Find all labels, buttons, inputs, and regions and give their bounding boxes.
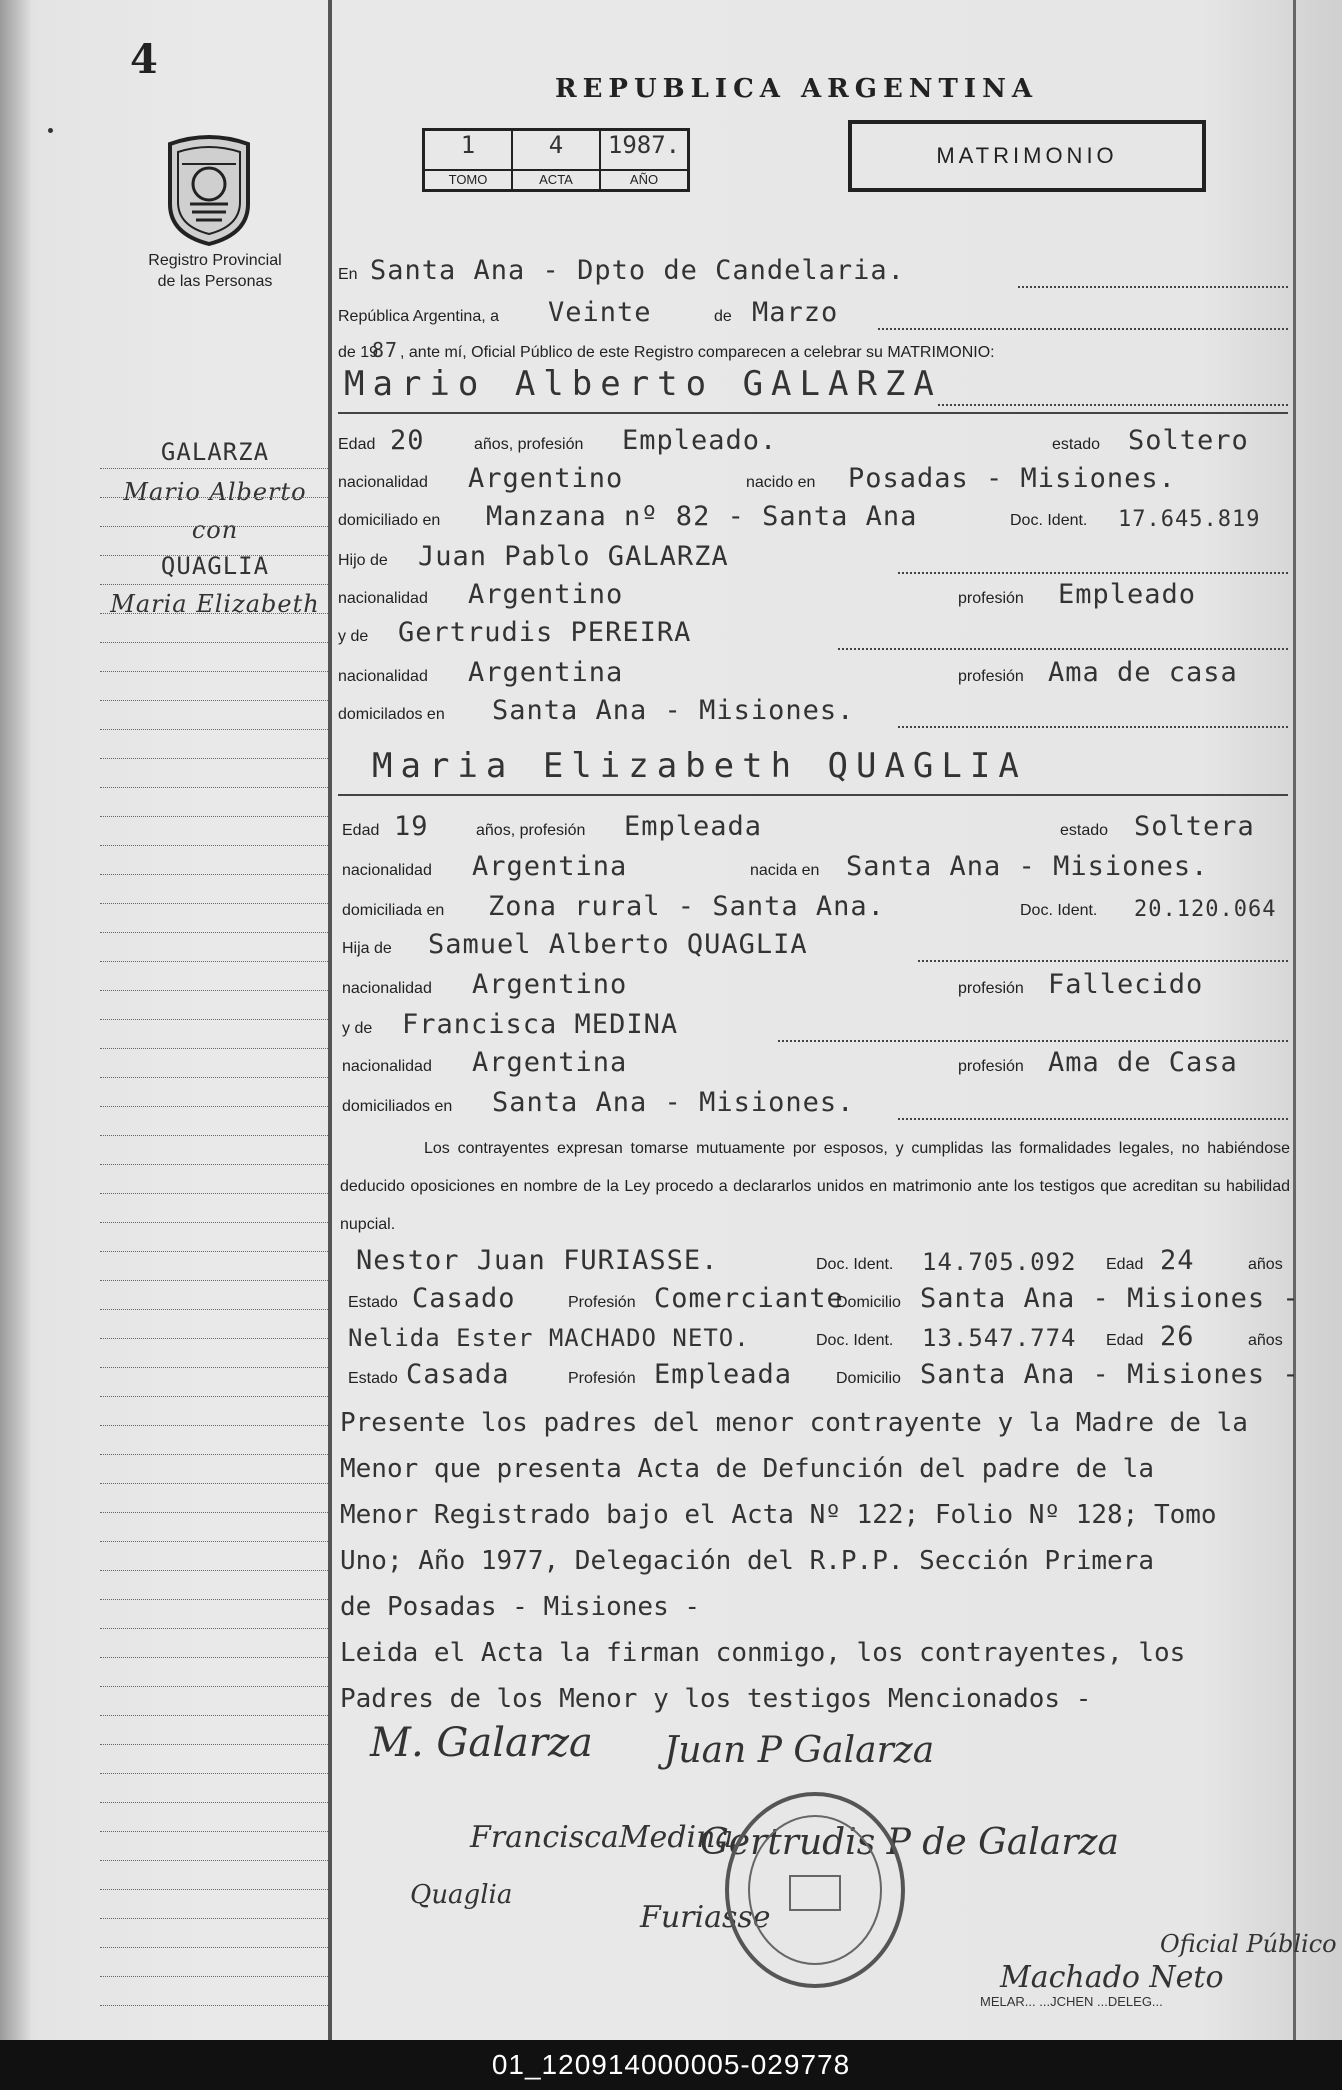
- groom-edad-line: [338, 420, 1288, 460]
- signature: Oficial Público: [1160, 1930, 1337, 1958]
- bride-estado: Soltera: [1134, 811, 1255, 842]
- note-line: Leida el Acta la firman conmigo, los contrayentes, los: [340, 1638, 1186, 1668]
- groom-mother-nacionalidad: Argentina: [468, 657, 624, 688]
- anos-label: años: [1248, 1256, 1283, 1273]
- tomo-value: 1: [460, 131, 476, 159]
- document-title: REPUBLICA ARGENTINA: [555, 74, 1039, 104]
- registry-name-line2: de las Personas: [157, 273, 273, 290]
- groom-parents-domicilio: Santa Ana - Misiones.: [492, 695, 855, 726]
- declaration-text: Los contrayentes expresan tomarse mutuamente por esposos, y cumplidas las formalidades legales, no habiéndose deducido oposiciones en nombre de la Ley procedo a declararlos unidos en matrimonio ante los testigos que acreditan su habilidad nupcial.: [340, 1140, 1290, 1233]
- acta-label: ACTA: [513, 169, 599, 189]
- year-suffix: 87: [372, 338, 399, 362]
- bride-doc: 20.120.064: [1134, 897, 1277, 922]
- estado-label: estado: [1052, 436, 1101, 453]
- margin-surname-groom: GALARZA: [160, 438, 270, 466]
- bride-name: Maria Elizabeth QUAGLIA: [372, 746, 1027, 786]
- section-rule: [338, 794, 1288, 796]
- acta-value: 4: [548, 131, 564, 159]
- bride-edad-line: [338, 806, 1288, 846]
- witness2-line: [338, 1316, 1288, 1356]
- bride-domicilio: Zona rural - Santa Ana.: [488, 891, 885, 922]
- day-value: Veinte: [548, 297, 652, 328]
- nacido-label: nacido en: [746, 474, 816, 491]
- witness2-name: Nelida Ester MACHADO NETO.: [348, 1324, 750, 1352]
- edad-label: Edad: [342, 822, 380, 839]
- groom-nacido: Posadas - Misiones.: [848, 463, 1176, 494]
- intro-closing: , ante mí, Oficial Público de este Registro comparecen a celebrar su MATRIMONIO:: [400, 344, 995, 361]
- groom-padre-nac-line: [338, 574, 1288, 614]
- domicilio-label: Domicilio: [836, 1370, 901, 1387]
- bride-father-profesion: Fallecido: [1048, 969, 1204, 1000]
- bride-edad: 19: [394, 811, 429, 842]
- handwritten-notes: [340, 1400, 1290, 1722]
- edad-label: Edad: [1106, 1256, 1144, 1273]
- signature: M. Galarza: [370, 1720, 593, 1766]
- domicilio-label: domiciliada en: [342, 902, 445, 919]
- bride-domicilio-line: [338, 886, 1288, 926]
- republica-label: República Argentina, a: [338, 308, 499, 325]
- nacionalidad-label: nacionalidad: [342, 862, 432, 879]
- registry-name-line1: Registro Provincial: [148, 252, 282, 269]
- dotted-line: [918, 958, 1288, 962]
- bride-nacionalidad: Argentina: [472, 851, 628, 882]
- note-line: Uno; Año 1977, Delegación del R.P.P. Sección Primera: [340, 1546, 1154, 1576]
- month-value: Marzo: [752, 297, 839, 328]
- nacionalidad-label: nacionalidad: [338, 668, 428, 685]
- dotted-line: [938, 402, 1288, 406]
- dotted-line: [1018, 284, 1288, 288]
- signature: Furiasse: [640, 1900, 771, 1935]
- bride-padre-nac-line: [338, 964, 1288, 1004]
- domicilados-label: domicilados en: [338, 706, 445, 723]
- hijo-de-label: Hijo de: [338, 552, 388, 569]
- groom-profesion: Empleado.: [622, 425, 778, 456]
- dotted-line: [898, 1116, 1288, 1120]
- bride-madre-line: [338, 1004, 1288, 1044]
- profesion-label: Profesión: [568, 1370, 636, 1387]
- margin-given-groom: Mario Alberto: [123, 478, 307, 506]
- official-registry-stamp-icon: [720, 1790, 910, 1990]
- estado-label: estado: [1060, 822, 1109, 839]
- margin-ruled-lines: [100, 440, 328, 2006]
- margin-surname-bride: QUAGLIA: [160, 552, 270, 580]
- acta-cell: [512, 130, 600, 191]
- domicilio-label: Domicilio: [836, 1294, 901, 1311]
- nacionalidad-label: nacionalidad: [342, 1058, 432, 1075]
- groom-estado: Soltero: [1128, 425, 1249, 456]
- groom-name: Mario Alberto GALARZA: [344, 364, 942, 404]
- note-line: Menor que presenta Acta de Defunción del padre de la: [340, 1454, 1154, 1484]
- note-line: Presente los padres del menor contrayente y la Madre de la: [340, 1408, 1248, 1438]
- groom-mother-profesion: Ama de casa: [1048, 657, 1238, 688]
- signature: Gertrudis P de Galarza: [700, 1822, 1119, 1863]
- witness2-profesion: Empleada: [654, 1359, 793, 1390]
- scan-identifier: 01_120914000005-029778: [0, 2040, 1342, 2090]
- witness2-doc: 13.547.774: [922, 1324, 1077, 1352]
- bride-name-line: [338, 742, 1288, 790]
- nacionalidad-label: nacionalidad: [338, 474, 428, 491]
- domicilio-label: domiciliado en: [338, 512, 441, 529]
- signature: FranciscaMedina: [470, 1820, 734, 1855]
- groom-doc: 17.645.819: [1118, 507, 1261, 532]
- profesion-label: profesión: [958, 1058, 1024, 1075]
- year-prefix: de 19: [338, 344, 379, 361]
- groom-father-nacionalidad: Argentino: [468, 579, 624, 610]
- doc-label: Doc. Ident.: [1020, 902, 1098, 919]
- signature: Quaglia: [410, 1880, 513, 1910]
- bride-profesion: Empleada: [624, 811, 763, 842]
- estado-label: Estado: [348, 1370, 398, 1387]
- date-line: [338, 292, 1288, 332]
- estado-label: Estado: [348, 1294, 398, 1311]
- bride-padre-line: [338, 924, 1288, 964]
- ink-dot: [48, 128, 53, 133]
- nacida-label: nacida en: [750, 862, 820, 879]
- groom-madre-line: [338, 612, 1288, 652]
- bride-mother-nacionalidad: Argentina: [472, 1047, 628, 1078]
- witness1-profesion: Comerciante: [654, 1283, 844, 1314]
- anos-profesion-label: años, profesión: [474, 436, 584, 453]
- bride-madre-nac-line: [338, 1042, 1288, 1082]
- anos-profesion-label: años, profesión: [476, 822, 586, 839]
- tomo-label: TOMO: [425, 169, 511, 189]
- profesion-label: profesión: [958, 590, 1024, 607]
- ano-cell: [600, 130, 689, 191]
- groom-domicilio-line: [338, 496, 1288, 536]
- record-type-box: MATRIMONIO: [848, 120, 1206, 192]
- note-line: de Posadas - Misiones -: [340, 1592, 701, 1622]
- nacionalidad-label: nacionalidad: [338, 590, 428, 607]
- bride-mother: Francisca MEDINA: [402, 1009, 679, 1040]
- groom-father: Juan Pablo GALARZA: [418, 541, 729, 572]
- doc-label: Doc. Ident.: [1010, 512, 1088, 529]
- record-table: [422, 128, 690, 192]
- bride-mother-profesion: Ama de Casa: [1048, 1047, 1238, 1078]
- note-line: Menor Registrado bajo el Acta Nº 122; Folio Nº 128; Tomo: [340, 1500, 1217, 1530]
- tomo-cell: [424, 130, 513, 191]
- de-label: de: [714, 308, 732, 325]
- bride-parents-domicilio: Santa Ana - Misiones.: [492, 1087, 855, 1118]
- ano-value: 1987.: [607, 131, 681, 159]
- groom-edad: 20: [390, 425, 425, 456]
- dotted-line: [838, 646, 1288, 650]
- margin-con: con: [191, 516, 239, 544]
- edad-label: Edad: [1106, 1332, 1144, 1349]
- signature: Juan P Galarza: [664, 1730, 935, 1771]
- y-de-label: y de: [342, 1020, 373, 1037]
- groom-madre-nac-line: [338, 652, 1288, 692]
- bride-nacionalidad-line: [338, 846, 1288, 886]
- section-rule: [338, 412, 1288, 414]
- margin-rule: [328, 0, 332, 2040]
- y-de-label: y de: [338, 628, 369, 645]
- groom-dom-padres-line: [338, 690, 1288, 730]
- registry-name: [120, 250, 310, 292]
- edad-label: Edad: [338, 436, 376, 453]
- profesion-label: profesión: [958, 668, 1024, 685]
- witness2-edad: 26: [1160, 1321, 1195, 1352]
- domiciliados-label: domiciliados en: [342, 1098, 453, 1115]
- witness2-detail-line: [338, 1354, 1300, 1394]
- page-number: 4: [130, 36, 158, 83]
- note-line: Padres de los Menor y los testigos Mencionados -: [340, 1684, 1092, 1714]
- bride-nacida: Santa Ana - Misiones.: [846, 851, 1209, 882]
- groom-padre-line: [338, 536, 1288, 576]
- en-label: En: [338, 266, 358, 283]
- witness1-domicilio: Santa Ana - Misiones -: [920, 1283, 1300, 1314]
- witness1-edad: 24: [1160, 1245, 1195, 1276]
- witness1-estado: Casado: [412, 1283, 516, 1314]
- groom-mother: Gertrudis PEREIRA: [398, 617, 692, 648]
- groom-nacionalidad: Argentino: [468, 463, 624, 494]
- bride-father-nacionalidad: Argentino: [472, 969, 628, 1000]
- doc-label: Doc. Ident.: [816, 1332, 894, 1349]
- bride-dom-padres-line: [338, 1082, 1288, 1122]
- provincia-de-misiones-seal-icon: [162, 134, 256, 246]
- anos-label: años: [1248, 1332, 1283, 1349]
- groom-name-line: [338, 362, 1288, 408]
- groom-domicilio: Manzana nº 82 - Santa Ana: [486, 501, 918, 532]
- margin-given-bride: Maria Elizabeth: [110, 590, 320, 618]
- right-rule: [1293, 0, 1296, 2040]
- stamp-caption: MELAR... ...JCHEN ...DELEG...: [980, 1994, 1163, 2009]
- bride-father: Samuel Alberto QUAGLIA: [428, 929, 808, 960]
- groom-nacionalidad-line: [338, 458, 1288, 498]
- witness1-doc: 14.705.092: [922, 1248, 1077, 1276]
- groom-father-profesion: Empleado: [1058, 579, 1197, 610]
- doc-label: Doc. Ident.: [816, 1256, 894, 1273]
- witness2-estado: Casada: [406, 1359, 510, 1390]
- place-line: [338, 250, 1288, 290]
- book-binding-shadow: [0, 0, 30, 2040]
- profesion-label: Profesión: [568, 1294, 636, 1311]
- profesion-label: profesión: [958, 980, 1024, 997]
- nacionalidad-label: nacionalidad: [342, 980, 432, 997]
- witness2-domicilio: Santa Ana - Misiones -: [920, 1359, 1300, 1390]
- ano-label: AÑO: [601, 169, 687, 189]
- dotted-line: [898, 724, 1288, 728]
- witness1-line: [338, 1240, 1288, 1280]
- place-value: Santa Ana - Dpto de Candelaria.: [370, 255, 905, 286]
- hija-de-label: Hija de: [342, 940, 392, 957]
- witness1-detail-line: [338, 1278, 1300, 1318]
- witness1-name: Nestor Juan FURIASSE.: [356, 1245, 719, 1276]
- signature: Machado Neto: [1000, 1960, 1224, 1995]
